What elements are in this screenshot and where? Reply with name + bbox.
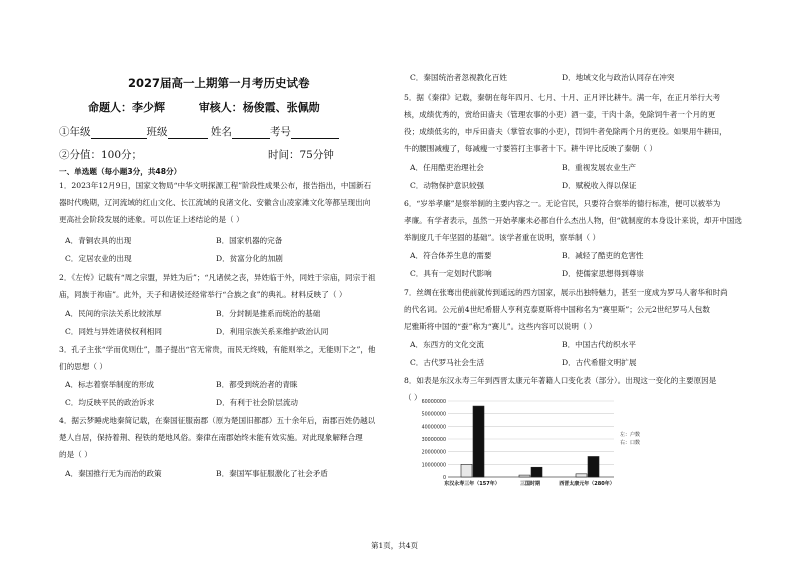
q4-line-3: 的是（ ） xyxy=(59,450,92,459)
q2-line-2: 庙，同族于祢庙”。此外，天子和诸侯还经常举行“合族之食”的典礼。材料反映了（ ） xyxy=(59,290,347,299)
q4-option-d[interactable]: D．地域文化与政治认同存在冲突 xyxy=(562,73,675,82)
q1-option-d[interactable]: D．贫富分化的加剧 xyxy=(216,254,283,263)
q6-option-d[interactable]: D．使儒家思想得到尊崇 xyxy=(562,269,645,278)
q1-line-3: 更高社会阶段发展的迹象。可以佐证上述结论的是（ ） xyxy=(59,215,244,224)
score-value: ②分值：100分； xyxy=(59,149,143,161)
section-heading: 一、单选题（每小题3分，共48分） xyxy=(59,167,182,176)
y-tick-label: 30000000 xyxy=(421,438,446,443)
q6-line-3: 举制度几千年坚固的基础”。该学者重在说明，察举制（ ） xyxy=(404,233,601,242)
q6-option-c[interactable]: C．具有一定划时代影响 xyxy=(410,269,492,278)
q4-option-c[interactable]: C．秦国统治者忽视教化百姓 xyxy=(410,73,507,82)
q2-option-d[interactable]: D．利用宗族关系来维护政治认同 xyxy=(216,327,329,336)
q3-option-b[interactable]: B．都受到统治者的青睐 xyxy=(216,380,298,389)
name-label: 姓名 xyxy=(210,126,232,138)
q2-option-c[interactable]: C．同姓与异姓诸侯权利相同 xyxy=(65,327,162,336)
q7-option-a[interactable]: A．东西方的文化交流 xyxy=(410,340,484,349)
q4-line-1: 4．据云梦睡虎地秦简记载，在秦国征服南郡（原为楚国旧都郡）五十余年后，南郡百姓仍越以 xyxy=(59,416,376,425)
q4-line-2: 楚人自居，保持着荆、程铁的楚地风俗。秦律在南郡始终未能有效实施。对此现象解释合理 xyxy=(59,433,363,442)
bar-口数-0 xyxy=(473,406,484,477)
grade-blank[interactable] xyxy=(91,128,147,139)
y-tick-label: 0 xyxy=(442,476,446,481)
exam-title: 2027届高一上期第一月考历史试卷 xyxy=(128,76,310,90)
q5-option-b[interactable]: B．重视发展农业生产 xyxy=(562,163,636,172)
q7-option-c[interactable]: C．古代罗马社会生活 xyxy=(410,358,485,367)
exam-number-blank[interactable] xyxy=(291,128,339,139)
q3-option-d[interactable]: D．有利于社会阶层流动 xyxy=(216,398,299,407)
bar-户数-1 xyxy=(519,475,530,477)
q7-line-2: 的代名词。公元前4世纪希腊人亨利克泰夏斯将中国称名为“赛里斯”；公元2世纪罗马人包数 xyxy=(404,305,710,314)
q6-line-1: 6．“岁举孝廉”是察举制的主要内容之一。无论官民，只要符合察举的德行标准，便可以被举为 xyxy=(404,199,721,208)
q2-option-a[interactable]: A．民间的宗法关系比较浓厚 xyxy=(65,309,162,318)
y-tick-label: 10000000 xyxy=(421,463,446,469)
page-footer: 第1页，共4页 xyxy=(371,541,419,550)
q6-line-2: 孝廉。有学者表示，虽然一开始孝廉未必都自什么杰出人物，但“就制度的本身设计来说，却开中国选 xyxy=(404,216,743,225)
q4-option-b[interactable]: B．秦国军事征服激化了社会矛盾 xyxy=(216,469,328,478)
q6-option-b[interactable]: B．减轻了酷吏的危害性 xyxy=(562,251,644,260)
q1-option-a[interactable]: A．青铜农具的出现 xyxy=(65,236,132,245)
reviewer-names: 杨俊霞、张佩勋 xyxy=(242,101,320,114)
class-blank[interactable] xyxy=(168,128,208,139)
q5-line-3: 役；成绩低劣的，申斥田啬夫（掌管农事的小吏），罚饲牛者免除两个月的更役。如果用牛耕田， xyxy=(404,127,727,136)
grade-label: ①年级 xyxy=(59,126,91,138)
q3-option-c[interactable]: C．均反映平民的政治诉求 xyxy=(65,398,155,407)
class-label: 班级 xyxy=(146,126,168,138)
q1-option-b[interactable]: B．国家机器的完备 xyxy=(216,236,283,245)
bar-户数-2 xyxy=(576,474,587,477)
q6-option-a[interactable]: A．符合体养生息的需要 xyxy=(410,251,492,260)
population-chart xyxy=(404,398,734,488)
q8-line-1: 8．如表是东汉永寿三年到西晋太康元年著籍人口变化表（部分）。出现这一变化的主要原因是 xyxy=(404,376,717,385)
legend-entry: 右：口数 xyxy=(620,440,641,446)
q4-option-a[interactable]: A．秦国推行无为而治的政策 xyxy=(65,469,162,478)
q2-line-1: 2．《左传》记载有“周之宗盟，异姓为后”；“凡诸侯之丧，异姓临于外，同姓于宗庙，同宗于祖 xyxy=(59,273,376,282)
q1-option-c[interactable]: C．定居农业的出现 xyxy=(65,254,132,263)
q7-line-3: 尼雅斯将中国的“蚕”称为“赛儿”。这些内容可以说明（ ） xyxy=(404,322,597,331)
x-tick-label: 西晋太康元年（280年） xyxy=(559,481,615,487)
q5-line-1: 5．据《秦律》记载，秦朝在每年四月、七月、十月、正月评比耕牛。满一年，在正月举行大考 xyxy=(404,93,721,102)
bar-户数-0 xyxy=(461,464,472,477)
student-info-line xyxy=(59,124,339,139)
time-value: 时间：75分钟 xyxy=(268,149,334,161)
name-blank[interactable] xyxy=(232,128,270,139)
q7-line-1: 7．丝绸在张骞出使前就传到遥远的西方国家，展示出独特魅力，甚至一度成为罗马人奢华和时尚 xyxy=(404,288,728,297)
q5-line-2: 核，成绩优秀的，赏给田啬夫（管理农事的小吏）酒一壶，干肉十条，免除饲牛者一个月的更 xyxy=(404,110,716,119)
q2-option-b[interactable]: B．分封制是推系而统治的基础 xyxy=(216,309,321,318)
q5-option-c[interactable]: C．动物保护意识较强 xyxy=(410,181,485,190)
y-tick-label: 60000000 xyxy=(421,400,446,405)
x-tick-label: 东汉永寿三年（157年） xyxy=(444,481,500,487)
q8-line-2: （ ） xyxy=(404,393,422,402)
q3-line-2: 们的思想（ ） xyxy=(59,362,107,371)
q3-line-1: 3．孔子主张“学而优则仕”，墨子提出“官无常贵，而民无终贱，有能则举之，无能则下之”，他 xyxy=(59,345,376,354)
proposer-label: 命题人： xyxy=(88,101,132,114)
q5-line-4: 牛的腰围减瘦了，每减瘦一寸要笞打主事者十下。耕牛评比反映了秦朝（ ） xyxy=(404,144,658,153)
proposer-name: 李少辉 xyxy=(132,101,165,114)
reviewer-label: 审核人： xyxy=(198,101,243,114)
q7-option-b[interactable]: B．中国古代纺织水平 xyxy=(562,340,636,349)
y-tick-label: 50000000 xyxy=(421,412,446,418)
q3-option-a[interactable]: A．标志着察举制度的形成 xyxy=(65,380,155,389)
exam-number-label: 考号 xyxy=(269,126,291,138)
y-tick-label: 40000000 xyxy=(421,425,446,431)
q5-option-d[interactable]: D．赋税收入得以保证 xyxy=(562,181,637,190)
bar-口数-2 xyxy=(588,456,599,477)
bar-口数-1 xyxy=(531,467,542,477)
x-tick-label: 三国时期 xyxy=(519,481,541,487)
q5-option-a[interactable]: A．任用酷吏治理社会 xyxy=(410,163,484,172)
q7-option-d[interactable]: D．古代希腊文明扩展 xyxy=(562,358,637,367)
q1-line-1: 1．2023年12月9日，国家文物局“中华文明探源工程”阶段性成果公布，报告指出，中国新石 xyxy=(59,181,372,190)
q1-line-2: 器时代晚期，辽河流域的红山文化、长江流域的良渚文化、安徽含山凌家滩文化等都呈现出向 xyxy=(59,198,371,207)
y-tick-label: 20000000 xyxy=(421,450,446,456)
authors-line xyxy=(88,99,320,115)
legend-entry: 左：户数 xyxy=(620,432,641,438)
